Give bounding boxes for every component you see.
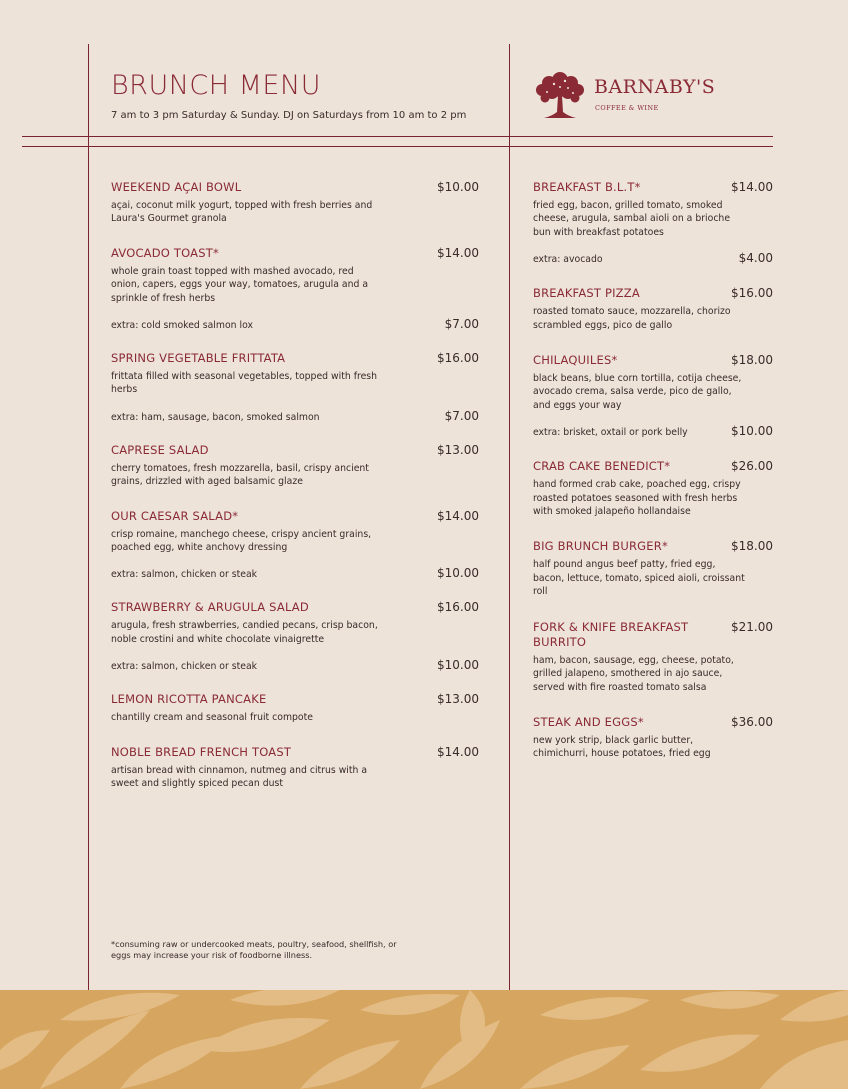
extra-price: $10.00 bbox=[731, 424, 773, 439]
menu-item-header bbox=[533, 180, 773, 195]
menu-item-price: $14.00 bbox=[437, 508, 479, 523]
menu-item-description: ham, bacon, sausage, egg, cheese, potato, grilled jalapeno, smothered in ajo sauce, served with fire roasted tomato salsa bbox=[533, 654, 734, 693]
menu-item-name: STEAK AND EGGS* bbox=[533, 714, 644, 729]
left-menu-column bbox=[111, 180, 479, 811]
menu-item-price: $21.00 bbox=[731, 619, 773, 634]
menu-item bbox=[533, 353, 773, 438]
extra-price: $4.00 bbox=[738, 251, 773, 266]
menu-item-header bbox=[111, 600, 479, 615]
menu-item-name: FORK & KNIFE BREAKFAST BURRITO bbox=[533, 619, 689, 649]
menu-item-price: $14.00 bbox=[731, 180, 773, 194]
brand-name: BARNABY'S bbox=[594, 76, 716, 98]
menu-item-header bbox=[111, 351, 479, 366]
menu-item bbox=[533, 620, 773, 694]
menu-item-price: $13.00 bbox=[437, 442, 479, 457]
extra-label: extra: cold smoked salmon lox bbox=[111, 320, 253, 332]
right-menu-column bbox=[533, 180, 773, 782]
menu-item bbox=[111, 246, 479, 331]
menu-item-description: crisp romaine, manchego cheese, crispy ancient grains, poached egg, white anchovy dressing bbox=[111, 528, 372, 554]
menu-item-header bbox=[533, 620, 773, 650]
menu-item-header bbox=[111, 443, 479, 458]
menu-item-description: artisan bread with cinnamon, nutmeg and citrus with a sweet and slightly spiced pecan dust bbox=[111, 764, 368, 790]
menu-item-name: NOBLE BREAD FRENCH TOAST bbox=[111, 744, 292, 759]
menu-item-description: frittata filled with seasonal vegetables, topped with fresh herbs bbox=[111, 371, 378, 396]
extra-price: $10.00 bbox=[437, 566, 479, 581]
menu-item-header bbox=[533, 539, 773, 554]
menu-item-price: $13.00 bbox=[437, 692, 479, 707]
header-rule-top bbox=[22, 136, 773, 137]
menu-item-header bbox=[111, 692, 479, 707]
menu-item bbox=[111, 692, 479, 724]
menu-item-header bbox=[111, 509, 479, 524]
menu-item-header bbox=[533, 353, 773, 368]
menu-item-description: arugula, fresh strawberries, candied pecans, crisp bacon, noble crostini and white chocolate vinaigrette bbox=[111, 620, 378, 645]
menu-item-description: whole grain toast topped with mashed avocado, red onion, capers, eggs your way, tomatoes, arugula and a sprinkle of fresh herbs bbox=[111, 265, 369, 304]
header-rule-bottom bbox=[22, 146, 773, 147]
tree-logo-icon bbox=[532, 68, 588, 122]
menu-item-name: OUR CAESAR SALAD* bbox=[111, 508, 239, 523]
menu-item-price: $14.00 bbox=[437, 744, 479, 759]
menu-item-name: CAPRESE SALAD bbox=[111, 442, 209, 457]
menu-item-extra bbox=[111, 566, 479, 580]
menu-item bbox=[533, 286, 773, 332]
menu-item-extra bbox=[111, 658, 479, 672]
menu-item bbox=[111, 351, 479, 423]
menu-item-description: hand formed crab cake, poached egg, crispy roasted potatoes seasoned with fresh herbs with smoked jalapeño hollandaise bbox=[533, 479, 741, 518]
menu-item-extra bbox=[111, 317, 479, 331]
menu-item-price: $36.00 bbox=[731, 714, 773, 729]
left-vertical-rule bbox=[88, 44, 89, 990]
menu-item bbox=[111, 443, 479, 489]
menu-item-price: $14.00 bbox=[437, 245, 479, 260]
menu-item-name: SPRING VEGETABLE FRITTATA bbox=[111, 351, 286, 366]
extra-price: $7.00 bbox=[444, 408, 479, 423]
page-subtitle: 7 am to 3 pm Saturday & Sunday. DJ on Saturdays from 10 am to 2 pm bbox=[111, 110, 467, 121]
menu-item bbox=[533, 180, 773, 265]
menu-item-header bbox=[111, 246, 479, 261]
menu-item bbox=[111, 509, 479, 581]
menu-item-price: $18.00 bbox=[731, 353, 773, 368]
menu-item-header bbox=[111, 180, 479, 195]
menu-item-description: roasted tomato sauce, mozzarella, chorizo scrambled eggs, pico de gallo bbox=[533, 306, 731, 331]
menu-item-price: $10.00 bbox=[437, 180, 479, 194]
menu-item-description: half pound angus beef patty, fried egg, bacon, lettuce, tomato, spiced aioli, croissant roll bbox=[533, 559, 745, 598]
menu-item-name: AVOCADO TOAST* bbox=[111, 245, 219, 260]
menu-item-header bbox=[533, 286, 773, 301]
menu-item-header bbox=[533, 459, 773, 474]
menu-item-header bbox=[533, 715, 773, 730]
food-safety-footnote: *consuming raw or undercooked meats, poultry, seafood, shellfish, or eggs may increase your risk of foodborne illness. bbox=[111, 939, 397, 960]
menu-item-price: $16.00 bbox=[437, 600, 479, 615]
menu-item-price: $18.00 bbox=[731, 539, 773, 554]
leaf-pattern-icon bbox=[0, 990, 848, 1089]
center-vertical-rule bbox=[509, 44, 510, 990]
extra-label: extra: salmon, chicken or steak bbox=[111, 661, 258, 673]
menu-item-name: LEMON RICOTTA PANCAKE bbox=[111, 692, 267, 707]
menu-item bbox=[111, 180, 479, 226]
menu-item bbox=[533, 539, 773, 598]
menu-item-price: $16.00 bbox=[731, 286, 773, 301]
menu-item-price: $16.00 bbox=[437, 351, 479, 366]
menu-item bbox=[533, 459, 773, 518]
menu-item-description: fried egg, bacon, grilled tomato, smoked cheese, arugula, sambal aioli on a brioche bun with breakfast potatoes bbox=[533, 200, 731, 238]
extra-label: extra: salmon, chicken or steak bbox=[111, 569, 258, 581]
extra-label: extra: avocado bbox=[533, 254, 603, 266]
extra-price: $10.00 bbox=[437, 658, 479, 673]
menu-item-name: STRAWBERRY & ARUGULA SALAD bbox=[111, 600, 309, 615]
menu-item-extra bbox=[533, 424, 773, 438]
footer-leaf-band bbox=[0, 990, 848, 1089]
menu-item-name: WEEKEND AÇAI BOWL bbox=[111, 180, 242, 194]
brand-logo bbox=[532, 68, 732, 124]
menu-item-description: chantilly cream and seasonal fruit compote bbox=[111, 712, 313, 724]
menu-item-description: cherry tomatoes, fresh mozzarella, basil, crispy ancient grains, drizzled with aged balsamic glaze bbox=[111, 462, 369, 488]
menu-item-name: CHILAQUILES* bbox=[533, 353, 618, 368]
page-title: BRUNCH MENU bbox=[111, 70, 321, 101]
menu-item bbox=[533, 715, 773, 761]
menu-item-name: BREAKFAST B.L.T* bbox=[533, 180, 641, 194]
menu-item bbox=[111, 745, 479, 791]
brand-tagline: COFFEE & WINE bbox=[595, 104, 659, 112]
menu-item-extra bbox=[533, 251, 773, 265]
menu-item-name: BREAKFAST PIZZA bbox=[533, 286, 640, 301]
menu-item-name: CRAB CAKE BENEDICT* bbox=[533, 459, 671, 474]
menu-item-extra bbox=[111, 409, 479, 423]
menu-item-header bbox=[111, 745, 479, 760]
menu-item-description: new york strip, black garlic butter, chimichurri, house potatoes, fried egg bbox=[533, 734, 711, 760]
menu-item-price: $26.00 bbox=[731, 459, 773, 474]
menu-item-description: açai, coconut milk yogurt, topped with fresh berries and Laura's Gourmet granola bbox=[111, 200, 373, 225]
menu-item-description: black beans, blue corn tortilla, cotija cheese, avocado crema, salsa verde, pico de gallo, and eggs your way bbox=[533, 373, 742, 411]
extra-label: extra: brisket, oxtail or pork belly bbox=[533, 427, 688, 439]
extra-price: $7.00 bbox=[444, 317, 479, 332]
extra-label: extra: ham, sausage, bacon, smoked salmon bbox=[111, 411, 320, 423]
menu-item-name: BIG BRUNCH BURGER* bbox=[533, 539, 668, 554]
menu-item bbox=[111, 600, 479, 672]
